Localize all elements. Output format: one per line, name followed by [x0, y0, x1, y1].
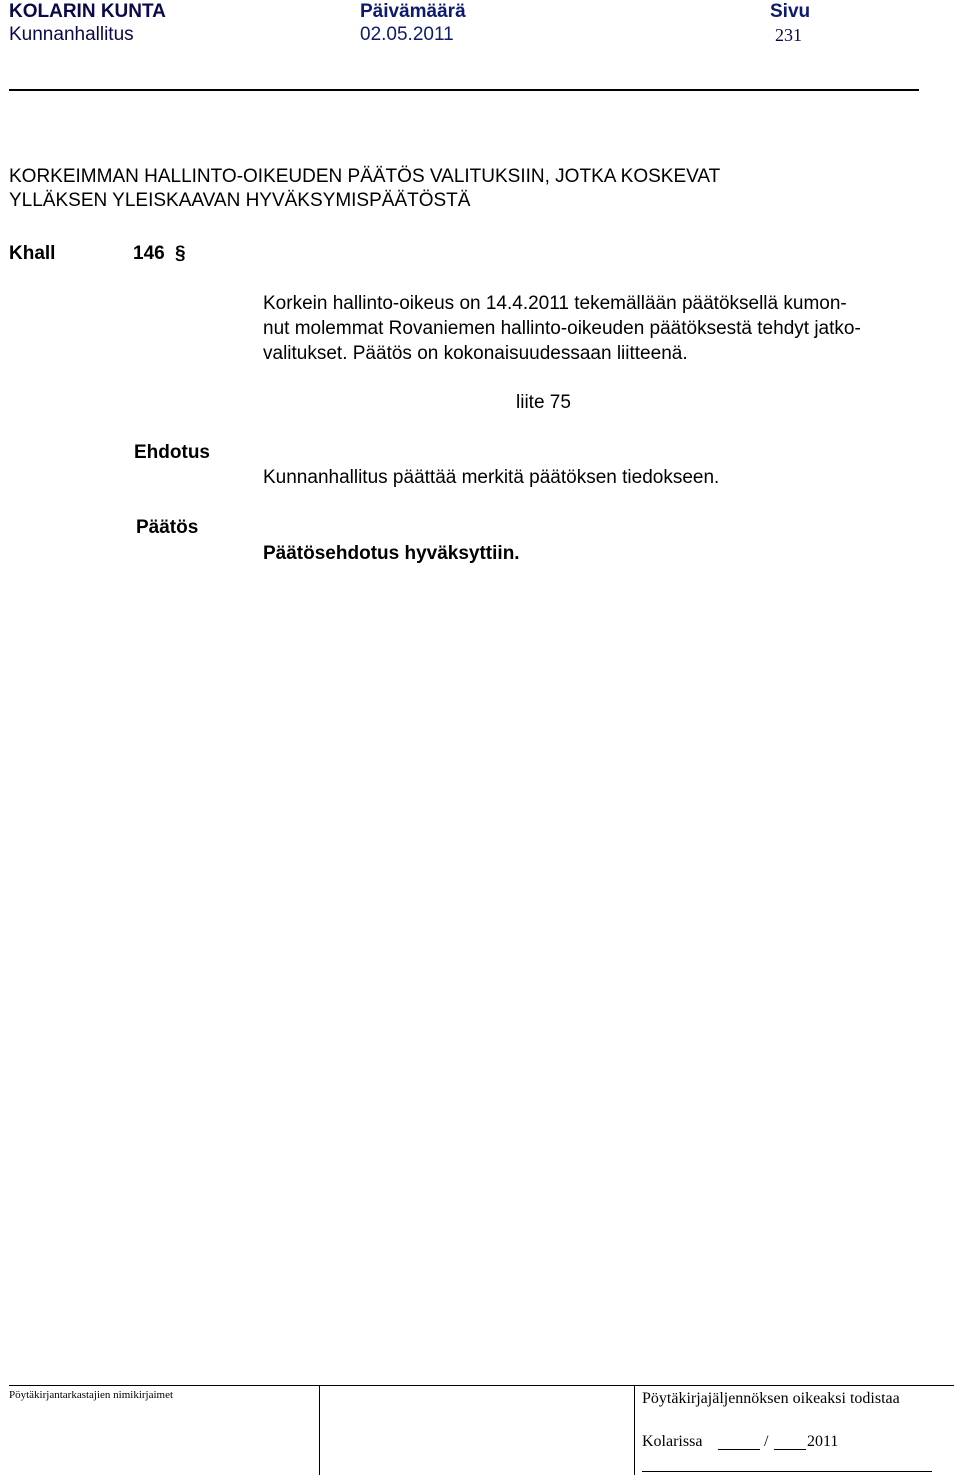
header-divider	[9, 89, 919, 91]
proposal-text: Kunnanhallitus päättää merkitä päätöksen tiedokseen.	[263, 467, 720, 488]
attachment-ref: liite 75	[516, 392, 571, 413]
body-name: Kunnanhallitus	[9, 24, 134, 45]
signature-line[interactable]	[642, 1471, 932, 1472]
decision-label: Päätös	[136, 517, 199, 538]
footer-col-divider-1	[319, 1385, 320, 1475]
date-slash: /	[764, 1433, 769, 1450]
proposal-label: Ehdotus	[134, 442, 210, 463]
section-sign: §	[175, 243, 186, 264]
footer-col-divider-2	[634, 1385, 635, 1475]
month-blank[interactable]	[774, 1449, 806, 1450]
day-blank[interactable]	[718, 1449, 760, 1450]
org-name: KOLARIN KUNTA	[9, 1, 166, 22]
intro-paragraph	[263, 291, 861, 366]
intro-line-1: Korkein hallinto-oikeus on 14.4.2011 tekemällään päätöksellä kumon-	[263, 293, 847, 314]
page-number: 231	[775, 25, 802, 45]
page-label: Sivu	[770, 1, 811, 22]
certification-label: Pöytäkirjajäljennöksen oikeaksi todistaa	[642, 1390, 900, 1407]
intro-line-3: valitukset. Päätös on kokonaisuudessaan liitteenä.	[263, 343, 688, 364]
section-number: 146	[133, 243, 165, 264]
title-line-1: KORKEIMMAN HALLINTO-OIKEUDEN PÄÄTÖS VALITUKSIIN, JOTKA KOSKEVAT	[9, 166, 721, 187]
footer-divider	[9, 1385, 954, 1386]
decision-text: Päätösehdotus hyväksyttiin.	[263, 543, 520, 564]
date-label: Päivämäärä	[360, 1, 466, 22]
footer-year: 2011	[807, 1433, 839, 1450]
signatures-label: Pöytäkirjantarkastajien nimikirjaimet	[9, 1389, 174, 1401]
date-value: 02.05.2011	[360, 24, 454, 45]
place-prefix: Kolarissa	[642, 1433, 703, 1450]
section-committee: Khall	[9, 243, 56, 264]
title-line-2: YLLÄKSEN YLEISKAAVAN HYVÄKSYMISPÄÄTÖSTÄ	[9, 190, 471, 211]
page-title	[9, 165, 720, 213]
intro-line-2: nut molemmat Rovaniemen hallinto-oikeuden päätöksestä tehdyt jatko-	[263, 318, 861, 339]
